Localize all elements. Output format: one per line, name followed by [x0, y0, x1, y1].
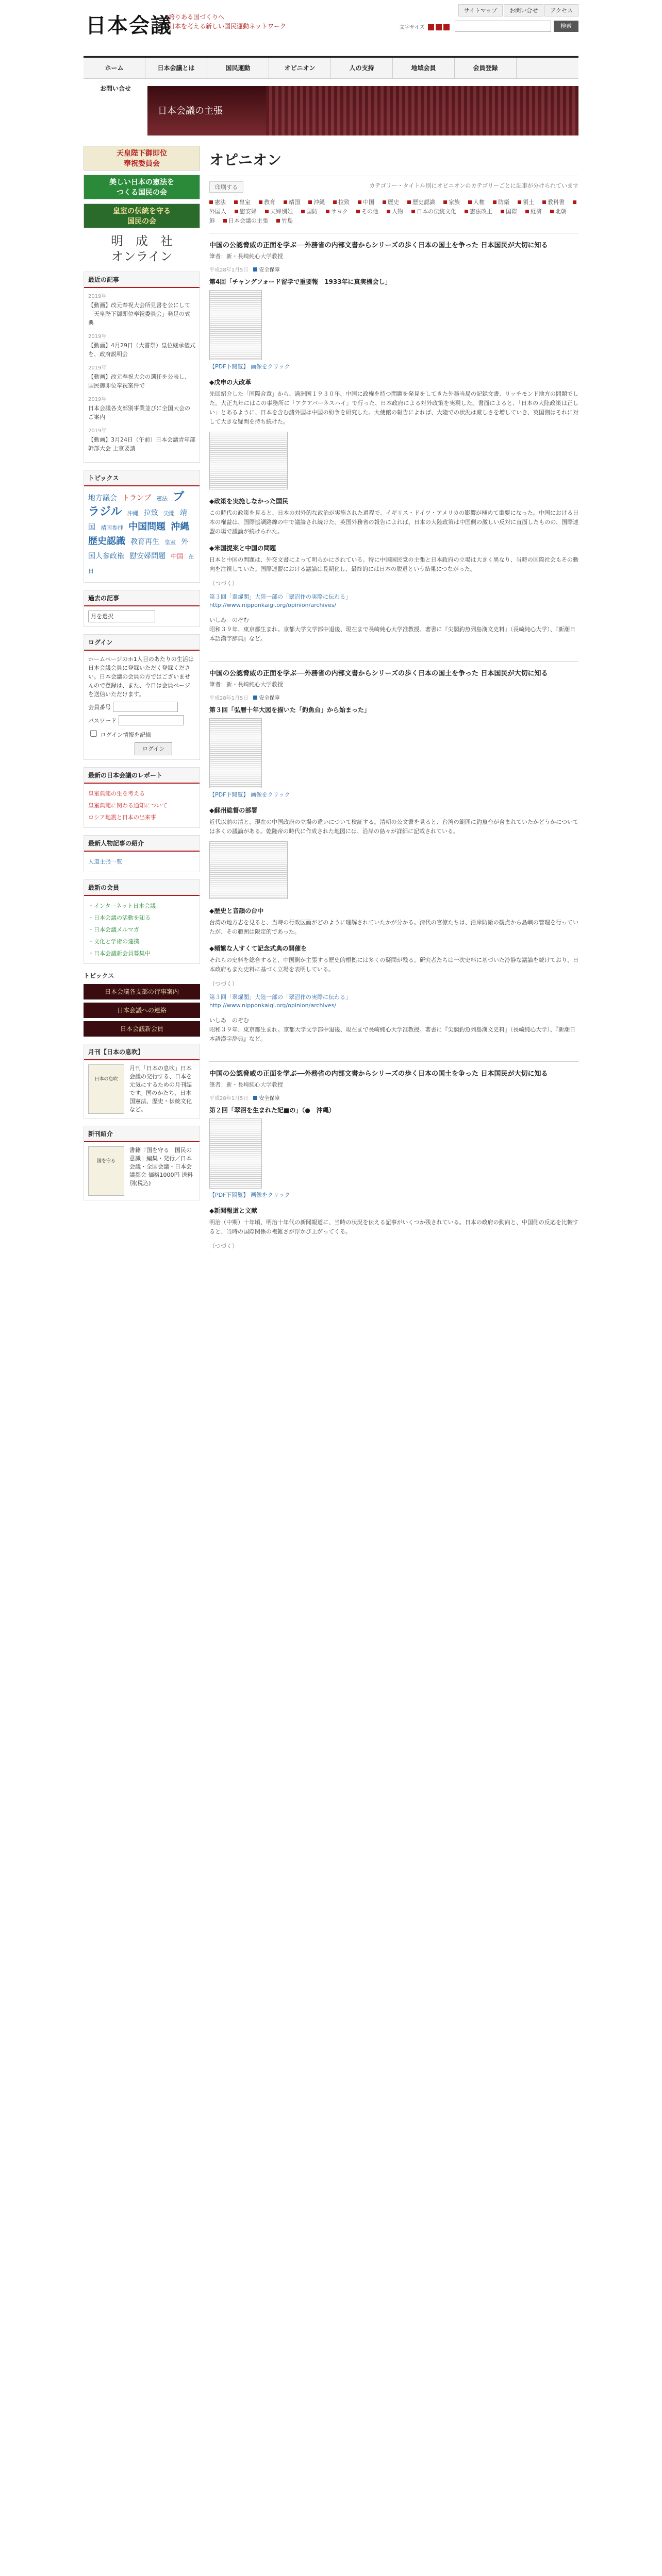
- youth-link[interactable]: ・日本会議の活動を知る: [88, 914, 151, 921]
- global-nav: [84, 56, 578, 92]
- tag-link[interactable]: 在日: [88, 553, 194, 574]
- login-description: ホームページのホ1人目のあたりの生活は日本会議会員に登録いただく登録ください。日本会議の会員の方ではございませんので登録は、また、今日は会員ページを送信いただけます。: [88, 656, 194, 698]
- category-bullet-icon: [276, 219, 280, 223]
- tag-link[interactable]: 沖縄: [127, 510, 139, 517]
- member-id-input[interactable]: [113, 702, 178, 712]
- category-link[interactable]: 人権: [468, 199, 489, 206]
- category-hint: カテゴリー・タイトル別にオピニオンのカテゴリーごとに記事が分けられています: [369, 182, 578, 189]
- tag-cloud: [84, 486, 200, 582]
- category-link[interactable]: 日本会議の主張: [223, 217, 272, 224]
- login-title: ログイン: [84, 635, 200, 651]
- category-link[interactable]: 歴史認識: [407, 199, 439, 206]
- category-bullet-icon: [501, 210, 504, 213]
- article-meta: [209, 265, 578, 273]
- article-title[interactable]: 中国の公認脅威の正面を学ぶ──外務省の内部文書からシリーズの歩く日本の国土を争った 日本国民が大切に知る: [209, 670, 548, 677]
- category-bullet-icon: [259, 200, 262, 204]
- contact-link[interactable]: お問い合せ: [504, 4, 543, 16]
- banner-enthronement[interactable]: [84, 146, 200, 171]
- meiseisha-line2: オンライン: [111, 249, 173, 264]
- hero-title: 日本会議の主張: [158, 106, 223, 116]
- mini-banner[interactable]: 日本会議への連絡: [84, 1003, 200, 1018]
- issue-title: 第３回「弘曆十年大図を描いた「釣魚台」から始まった」: [209, 706, 371, 714]
- section-heading: ◆政策を実施しなかった国民: [209, 498, 289, 505]
- category-bullet-icon: [573, 200, 576, 204]
- nav-support[interactable]: 人の支持: [331, 58, 393, 78]
- category-bullet-icon: [284, 200, 287, 204]
- category-link[interactable]: 拉致: [333, 199, 354, 206]
- category-bullet-icon: [234, 200, 238, 204]
- article-meta: [209, 693, 578, 701]
- category-link[interactable]: 憲法改正: [465, 208, 496, 215]
- youth-link[interactable]: ・文化と学術の連携: [88, 938, 139, 945]
- category-link[interactable]: 竹島: [276, 217, 297, 224]
- category-link[interactable]: 国防: [301, 208, 322, 215]
- next-article-link[interactable]: 第３回「翠燿閣」大陸一部の「翠沼作の実際に伝わる」: [209, 994, 351, 1001]
- youth-link[interactable]: ・日本会議メルマガ: [88, 926, 139, 933]
- newbook-title: 新刊紹介: [84, 1126, 200, 1142]
- site-header: [84, 0, 578, 56]
- recent-news-box: [84, 272, 200, 463]
- remember-checkbox[interactable]: [90, 730, 97, 737]
- related-link[interactable]: 人道主張一覧: [88, 858, 122, 865]
- author-name: いしゐ のぞむ: [209, 617, 249, 623]
- category-bullet-icon: [443, 200, 447, 204]
- pdf-scan-thumbnail[interactable]: [209, 718, 578, 788]
- newbook-box: [84, 1126, 200, 1200]
- category-link[interactable]: 北朝鮮: [209, 208, 567, 224]
- category-bullet-icon: [301, 210, 305, 213]
- member-id-label: 会員番号: [88, 704, 111, 711]
- article-meta: [209, 1094, 578, 1101]
- section-text: この時代の政策を見ると、日本の対外的な政治が実施された過程で、イギリス・ドイツ・アメリカの影響が極めて重要になった。中国における日本の権益は、国際協調路線の中で議論され続けた。英国外務省の報告によれば、日本の大陸政策は中国側の激しい反対に直面したものの、国際連盟の場で議論が続けられた。: [209, 510, 578, 535]
- reports-box: [84, 767, 200, 828]
- related-box: [84, 835, 200, 872]
- page: [84, 0, 578, 1267]
- tag-link[interactable]: 拉致: [143, 509, 158, 517]
- topics-title: トピックス: [84, 470, 200, 486]
- tag-link[interactable]: 靖国参拝: [101, 524, 124, 531]
- category-bullet-icon: [383, 200, 386, 204]
- article-tag[interactable]: 安全保障: [253, 696, 279, 701]
- tag-link[interactable]: 中国問題: [128, 521, 166, 532]
- utility-links: [457, 4, 578, 16]
- sidebar: [84, 146, 200, 1208]
- youth-title: 最新の会員: [84, 880, 200, 896]
- pdf-scan-thumbnail[interactable]: [209, 1118, 578, 1189]
- category-link[interactable]: 経済: [525, 208, 546, 215]
- archive-box: [84, 590, 200, 627]
- category-bullet-icon: [209, 200, 213, 204]
- pdf-scan-thumbnail[interactable]: [209, 290, 578, 360]
- category-link[interactable]: 家族: [443, 199, 464, 206]
- banner-imperial-line2: 国民の会: [127, 217, 156, 226]
- login-button[interactable]: ログイン: [135, 742, 172, 755]
- report-link[interactable]: 皇室典範の生を考える: [88, 790, 145, 797]
- archive-select[interactable]: 月を選択: [88, 611, 155, 622]
- category-bullet-icon: [411, 210, 415, 213]
- site-logo[interactable]: 日本会議: [86, 13, 172, 38]
- news-item[interactable]: 2019年 【動画】改元奉祝大会所見書を公にして「天皇陛下御即位奉祝委員会」発足の式典: [88, 294, 190, 326]
- banner-constitution-line1: 美しい日本の憲法を: [109, 178, 174, 187]
- category-bullet-icon: [525, 210, 529, 213]
- report-link[interactable]: 皇室典範に関わる通知について: [88, 802, 168, 809]
- tag-link[interactable]: 沖縄: [171, 521, 190, 532]
- font-medium-icon[interactable]: [436, 24, 442, 30]
- section-heading: ◆戊申の大改革: [209, 379, 252, 386]
- author-bio: [209, 616, 578, 643]
- login-box: [84, 634, 200, 760]
- site-search: [455, 21, 578, 32]
- section-heading: ◆蘇州総督の部署: [209, 807, 258, 814]
- banner-imperial[interactable]: [84, 204, 200, 228]
- section-text: それらの史料を総合すると、中国側が主張する歴史的根拠には多くの疑問が残る。研究者たちは一次史料に基づいた冷静な議論を続けており、日本政府もまた史料に基づく立場を表明している。: [209, 957, 578, 973]
- tagline-line1: 誇りある国づくりへ: [169, 13, 225, 21]
- category-bullet-icon: [387, 210, 390, 213]
- article: [209, 1061, 578, 1250]
- document-image[interactable]: [209, 841, 578, 899]
- nav-opinion[interactable]: オピニオン: [269, 58, 331, 78]
- article-author: 筆者：新・長崎純心大学教授: [209, 253, 283, 260]
- category-link[interactable]: 領土: [518, 199, 538, 206]
- continued-note: （つづく）: [209, 580, 238, 587]
- search-input[interactable]: [455, 21, 551, 32]
- next-article-link[interactable]: 第３回「翠燿閣」大陸一部の「翠沼作の実際に伝わる」: [209, 594, 351, 600]
- font-size-control: [400, 23, 450, 30]
- continued-note: （つづく）: [209, 980, 238, 987]
- tag-icon: [253, 267, 257, 272]
- reports-title: 最新の日本会議のレポート: [84, 768, 200, 784]
- section-text: 台湾の地方志を見ると、当時の行政区画がどのように理解されていたかが分かる。清代の官僚たちは、沿岸防衛の観点から島嶼の管理を行っていたが、その範囲は限定的であった。: [209, 919, 578, 935]
- tag-link[interactable]: 靖国: [88, 509, 187, 532]
- topics-label: トピックス: [84, 972, 114, 979]
- tag-link[interactable]: 尖閣: [163, 510, 175, 517]
- nav-home[interactable]: ホーム: [84, 58, 145, 78]
- category-link[interactable]: 国際: [501, 208, 521, 215]
- category-link[interactable]: 防衛: [493, 199, 514, 206]
- document-scan: [209, 432, 288, 489]
- article: [209, 661, 578, 1044]
- document-image[interactable]: [209, 432, 578, 489]
- tag-link[interactable]: 慰安婦問題: [129, 552, 166, 561]
- section-text: 先回紹介した「国際合意」から、満洲国１９３０年、中国に政権を持つ問題を発見をしてきた外務当局の記録文書、リッチモンド地方の問題でした。大正九年にはこの事務所に「アクアパーネスハイ」で行った、日本政府による対外政策を実現した。書面によると、「日本の大陸政策は正しい」とあるように、日本を含む諸外国は中国の紛争を研究した。大使館の報告によれば、大陸での状況は厳しさを増していき、英国側はそれに対して大きな疑問を持ち続けた。: [209, 391, 578, 425]
- archive-url-link[interactable]: http://www.nipponkaigi.org/opinion/archives/: [209, 1002, 337, 1009]
- category-link[interactable]: 教科書: [542, 199, 569, 206]
- tag-icon: [253, 696, 257, 700]
- category-bullet-icon: [358, 200, 361, 204]
- related-title: 最新人物記事の紹介: [84, 836, 200, 852]
- category-bullet-icon: [542, 200, 546, 204]
- tagline-line2: 日本を考える新しい国民運動ネットワーク: [169, 23, 287, 30]
- issue-title: 第4回「チャングフォード留学で重要報 1933年に真実機会し」: [209, 278, 391, 285]
- category-bullet-icon: [308, 200, 312, 204]
- category-link[interactable]: その他: [356, 208, 383, 215]
- news-item[interactable]: 2019年 【動画】4月29日（大嘗祭）皇位継承儀式を、政府説明会: [88, 334, 195, 358]
- search-button[interactable]: 検索: [554, 21, 578, 32]
- news-item[interactable]: 2019年 日本会議各支部別事業並びに全国大会のご案内: [88, 397, 190, 420]
- mini-banner[interactable]: 日本会議新会員: [84, 1021, 200, 1037]
- nav-regional[interactable]: 地域会員: [393, 58, 455, 78]
- category-bullet-icon: [407, 200, 411, 204]
- section-text: 日本と中国の問題は、外交文書によって明らかにされている。特に中国国民党の主張と日本政府の立場は大きく異なり、当時の国際社会もその動向を注視していた。国際連盟における議論は長期化し、最終的には日本の脱退という結果につながった。: [209, 556, 578, 572]
- youth-box: [84, 879, 200, 964]
- category-link[interactable]: 沖縄: [308, 199, 329, 206]
- recent-news-title: 最近の記事: [84, 272, 200, 288]
- tool-row: [209, 176, 578, 198]
- category-list: [209, 198, 578, 226]
- book-info: 書籍『国を守る 国民の意識』編集・発行／日本会議・全国会議・日本会議都会 価格1000円 送料別(税込): [129, 1147, 193, 1187]
- nav-register[interactable]: 会員登録: [455, 58, 517, 78]
- pdf-link[interactable]: 【PDF下閲覧】 画像をクリック: [209, 791, 290, 798]
- mini-banner[interactable]: 日本会議各支部の行事案内: [84, 984, 200, 999]
- article-tag[interactable]: 安全保障: [253, 267, 279, 273]
- category-bullet-icon: [223, 219, 227, 223]
- category-link[interactable]: 夫婦別姓: [265, 208, 297, 215]
- article-date: 平成28年1月5日: [209, 1096, 249, 1101]
- article: [209, 233, 578, 643]
- category-bullet-icon: [235, 210, 238, 213]
- nav-about[interactable]: 日本会議とは: [145, 58, 207, 78]
- category-link[interactable]: 教育: [259, 199, 279, 206]
- tag-link[interactable]: 外国人参政権: [88, 538, 189, 561]
- pdf-link[interactable]: 【PDF下閲覧】 画像をクリック: [209, 1192, 290, 1198]
- hero-photo: [266, 86, 578, 135]
- author-profile: 昭和３９年、東京都生まれ。京都大学文学部中退後、現在まで長崎純心大学准教授。著書に『尖閣釣魚列島漢文史料』（長崎純心大学）、『新潮日本語漢字辞典』など。: [209, 1026, 576, 1042]
- pdf-scan-image: [209, 718, 262, 788]
- tag-link[interactable]: 歴史認識: [88, 536, 125, 547]
- site-tagline: [169, 12, 286, 31]
- category-bullet-icon: [326, 210, 329, 213]
- youth-link[interactable]: ・インターネット日本会議: [88, 903, 156, 909]
- tag-link[interactable]: 憲法: [156, 495, 168, 502]
- magazine-cover[interactable]: 日本の息吹: [88, 1064, 124, 1114]
- category-bullet-icon: [333, 200, 337, 204]
- section-heading: ◆頻繁な人すくて記念式典の開催を: [209, 945, 307, 952]
- remember-label: ログイン情報を記憶: [100, 732, 151, 738]
- continued-note: （つづく）: [209, 1243, 238, 1249]
- pdf-link[interactable]: 【PDF下閲覧】 画像をクリック: [209, 363, 290, 370]
- page-title: オピニオン: [209, 146, 578, 176]
- article-title[interactable]: 中国の公認脅威の正面を学ぶ──外務省の内部文書からシリーズの歩く日本の国土を争った 日本国民が大切に知る: [209, 242, 548, 249]
- article-date: 平成28年1月5日: [209, 696, 249, 701]
- article-tag[interactable]: 安全保障: [253, 1096, 279, 1101]
- category-bullet-icon: [550, 210, 554, 213]
- article-title[interactable]: 中国の公認脅威の正面を学ぶ──外務省の内部文書からシリーズの歩く日本の国土を争った 日本国民が大切に知る: [209, 1070, 548, 1078]
- banner-constitution[interactable]: [84, 175, 200, 199]
- banner-enthronement-line1: 天皇陛下御即位: [117, 149, 167, 158]
- magazine-info: 月刊「日本の息吹」日本会議の発行する、日本を元気にするための月刊誌です。国のかたち、日本国憲法、歴史・伝統文化など。: [129, 1065, 192, 1113]
- font-small-icon[interactable]: [428, 24, 434, 30]
- archive-title: 過去の記事: [84, 590, 200, 606]
- article-list: [209, 233, 578, 1250]
- tag-link[interactable]: 地方議会: [88, 494, 117, 502]
- section-heading: ◆新聞報道と文献: [209, 1207, 258, 1214]
- category-bullet-icon: [465, 210, 468, 213]
- book-cover[interactable]: 国を守る: [88, 1146, 124, 1196]
- section-heading: ◆米国提案と中国の問題: [209, 545, 276, 552]
- author-name: いしゐ のぞむ: [209, 1017, 249, 1024]
- tag-link[interactable]: 教育再生: [130, 538, 160, 546]
- category-bullet-icon: [356, 210, 360, 213]
- category-bullet-icon: [493, 200, 496, 204]
- banner-constitution-line2: つくる国民の会: [117, 189, 167, 197]
- category-link[interactable]: 歴史: [383, 199, 403, 206]
- pdf-scan-image: [209, 1118, 262, 1189]
- font-large-icon[interactable]: [443, 24, 450, 30]
- magazine-title: 月刊【日本の息吹】: [84, 1044, 200, 1060]
- tag-link[interactable]: ブラジル: [88, 490, 185, 518]
- nav-movement[interactable]: 国民運動: [207, 58, 269, 78]
- access-link[interactable]: アクセス: [544, 4, 578, 16]
- document-scan: [209, 841, 288, 899]
- tag-link[interactable]: 皇室: [164, 539, 176, 546]
- category-link[interactable]: 中国: [358, 199, 378, 206]
- article-author: 筆者：新・長崎純心大学教授: [209, 681, 283, 688]
- author-profile: 昭和３９年、東京都生まれ。京都大学文学部中退後、現在まで長崎純心大学准教授。著書に『尖閣釣魚列島漢文史料』（長崎純心大学）、『新潮日本語漢字辞典』など。: [209, 626, 576, 642]
- section-text: 近代以前の清と、現在の中国政府の立場の違いについて検証する。清朝の公文書を見ると、台湾の範囲に釣魚台が含まれていたかどうかについては多くの議論がある。乾隆帝の時代に作成された地図には、沿岸の島々が詳細に記載されている。: [209, 819, 578, 835]
- issue-title: 第２回「翠沼を生まれた妃■の」（● 沖縄）: [209, 1107, 335, 1114]
- meiseisha-line1: 明 成 社: [111, 234, 173, 248]
- tag-icon: [253, 1096, 257, 1100]
- tag-link[interactable]: 中国: [171, 553, 184, 560]
- magazine-box: [84, 1044, 200, 1118]
- section-text: 明治（中期）十年頃、明治十年代の新聞報道に、当時の状況を伝える記事がいくつか残されている。日本の政府の動向と、中国側の反応を比較すると、当時の国際関係の複雑さが浮かび上がってくる。: [209, 1219, 578, 1235]
- category-bullet-icon: [518, 200, 521, 204]
- banner-imperial-line1: 皇室の伝統を守る: [113, 207, 171, 215]
- section-heading: ◆歴史と音韻の台中: [209, 907, 264, 914]
- category-bullet-icon: [265, 210, 269, 213]
- category-link[interactable]: 日本の伝統文化: [411, 208, 460, 215]
- article-author: 筆者：新・長崎純心大学教授: [209, 1081, 283, 1088]
- category-link[interactable]: サヨク: [326, 208, 352, 215]
- category-link[interactable]: 外国人: [209, 199, 578, 215]
- category-link[interactable]: 靖国: [284, 199, 304, 206]
- password-input[interactable]: [119, 715, 184, 725]
- youth-link[interactable]: ・日本会議新会員募集中: [88, 950, 151, 957]
- main-content: [209, 146, 578, 1267]
- category-link[interactable]: 憲法: [209, 199, 230, 206]
- news-item[interactable]: 2019年 【動画】3月24日（午前）日本会議青年部幹部大会 上京要請: [88, 428, 195, 452]
- article-date: 平成28年1月5日: [209, 267, 249, 273]
- password-label: パスワード: [88, 717, 117, 724]
- category-link[interactable]: 人物: [387, 208, 407, 215]
- nav-contact[interactable]: お問い合せ: [100, 85, 131, 92]
- banner-enthronement-line2: 奉祝委員会: [124, 160, 160, 168]
- archive-url-link[interactable]: http://www.nipponkaigi.org/opinion/archives/: [209, 602, 337, 608]
- pdf-scan-image: [209, 290, 262, 360]
- news-item[interactable]: 2019年 【動画】改元奉祝大会の選任を公表し、国民御即位奉祝案件で: [88, 365, 190, 389]
- sitemap-link[interactable]: サイトマップ: [458, 4, 503, 16]
- topics-box: [84, 470, 200, 583]
- category-bullet-icon: [468, 200, 472, 204]
- tag-link[interactable]: トランプ: [122, 494, 152, 502]
- font-size-label: 文字サイズ: [399, 25, 425, 30]
- category-link[interactable]: 慰安婦: [235, 208, 261, 215]
- category-link[interactable]: 皇室: [234, 199, 255, 206]
- hero-banner: [147, 86, 578, 135]
- meiseisha-banner[interactable]: [84, 233, 200, 264]
- author-bio: [209, 1016, 578, 1044]
- report-link[interactable]: ロシア地震と日本の出来事: [88, 814, 156, 821]
- print-button[interactable]: 印刷する: [209, 181, 243, 193]
